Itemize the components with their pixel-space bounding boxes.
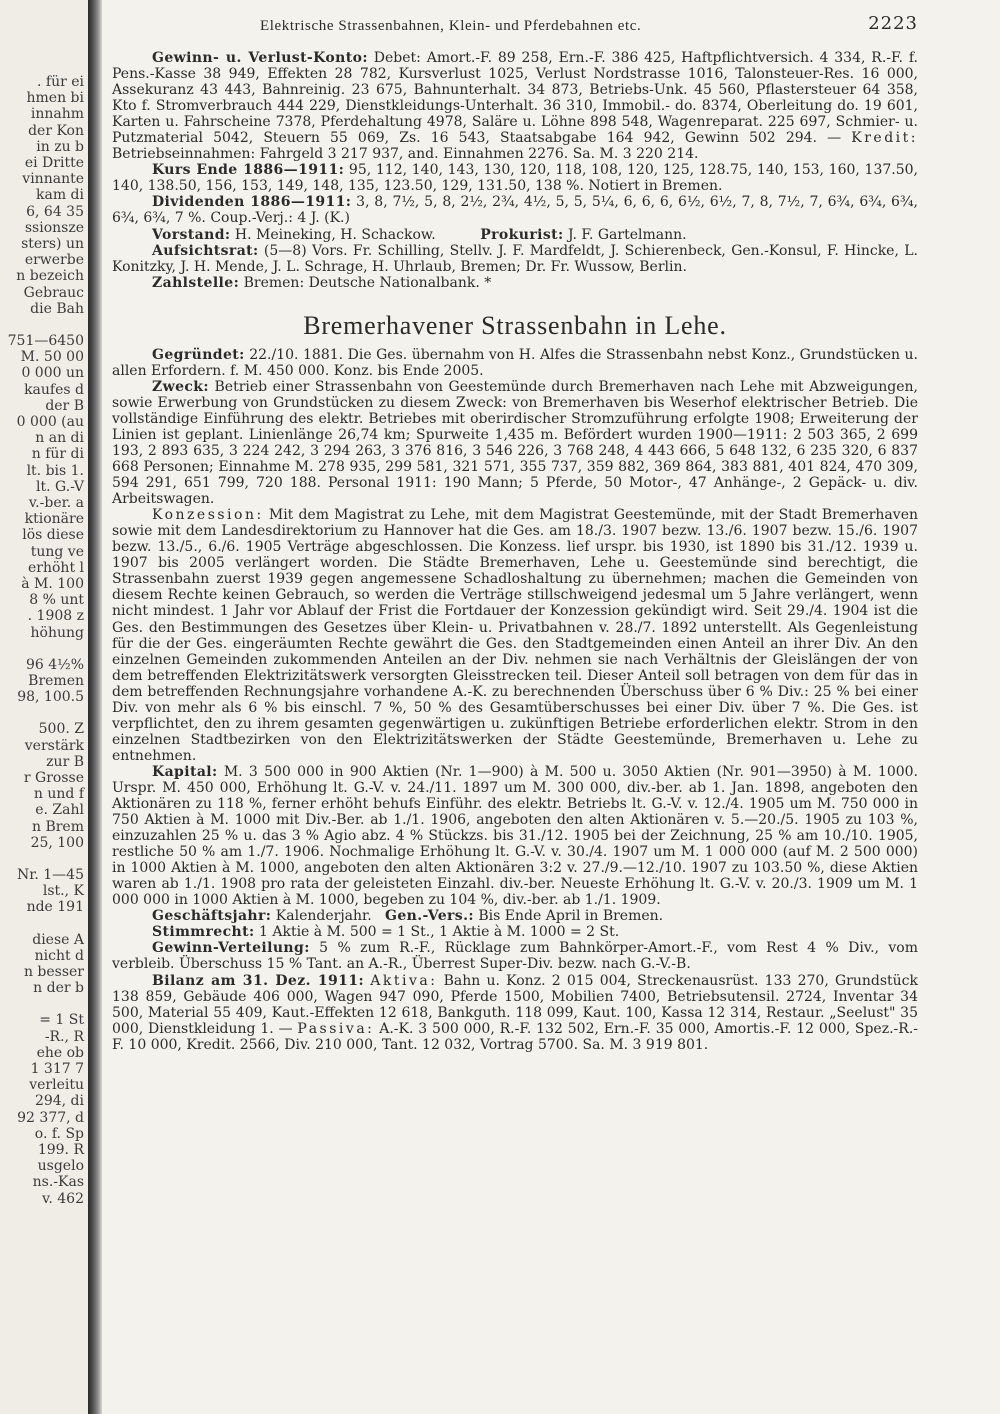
kredit-text: Betriebseinnahmen: Fahrgeld 3 217 937, and. Einnahmen 2276. Sa. M. 3 220 214.: [112, 146, 699, 163]
left-column-fragment: lst., K: [42, 883, 84, 900]
book-gutter: [88, 0, 102, 1414]
left-column-fragment: usgelo: [37, 1158, 84, 1175]
gegruendet-label: Gegründet:: [152, 346, 245, 363]
kapital-label: Kapital:: [152, 763, 218, 780]
zweck-label: Zweck:: [152, 378, 209, 395]
vorstand-label: Vorstand:: [152, 226, 231, 243]
konzession-label: Konzession:: [152, 507, 264, 524]
left-column-fragment: innahm: [30, 106, 84, 123]
dividenden-text: 3, 8, 7½, 5, 8, 2½, 2¾, 4½, 5, 5, 5¼, 6, 6, 6, 6½, 6½, 7, 8, 7½, 7, 6¾, 6¾, 6¾, 6¾, 6¾, 7 %. Coup.-Verj.: 4 J. (K.): [112, 194, 918, 227]
running-head-title: Elektrische Strassenbahnen, Klein- und Pferdebahnen etc.: [260, 18, 642, 34]
aufsichtsrat-paragraph: [112, 243, 918, 275]
kapital-paragraph: [112, 764, 918, 908]
prokurist-text: J. F. Gartelmann.: [563, 226, 687, 243]
left-column-fragment: lös diese: [22, 527, 84, 544]
running-head: [112, 10, 918, 38]
left-column-fragment: 0 000 un: [21, 365, 84, 382]
left-column-fragment: sters) un: [21, 236, 84, 252]
left-column-fragment: erwerbe: [24, 252, 84, 269]
left-column-fragment: diese A: [32, 931, 84, 948]
left-column-fragment: Bremen: [28, 673, 84, 689]
gen-vers-label: Gen.-Vers.:: [385, 908, 474, 925]
left-column-fragment: -R., R: [44, 1028, 84, 1045]
bilanz-paragraph: [112, 973, 918, 1053]
left-column-fragment: o. f. Sp: [34, 1125, 84, 1142]
left-column-fragment: 92 377, d: [17, 1109, 84, 1126]
left-column-fragment: kaufes d: [24, 381, 84, 398]
left-column-fragment: der Kon: [28, 122, 84, 139]
left-column-fragment: 751—6450: [7, 333, 84, 349]
left-column-fragment: erhöht l: [28, 559, 84, 576]
left-column-fragment: in zu b: [36, 138, 84, 155]
left-column-fragment: 98, 100.5: [17, 689, 84, 706]
left-column-fragment: höhung: [30, 624, 84, 641]
left-column-fragment: . 1908 z: [27, 608, 84, 625]
left-column-fragment: hmen bi: [26, 90, 84, 107]
left-column-fragment: Gebrauc: [23, 284, 84, 301]
vorstand-text: H. Meineking, H. Schackow.: [230, 226, 436, 243]
left-column-fragment: 199. R: [37, 1142, 84, 1158]
gewinn-verteilung-paragraph: [112, 940, 918, 972]
kapital-text: M. 3 500 000 in 900 Aktien (Nr. 1—900) à M. 500 u. 3050 Aktien (Nr. 901—3950) à M. 1000. Urspr. M. 450 000, Erhöhung lt. G.-V. v. 24./11. 1897 um M. 300 000, div.-ber. ab 1. Jan. 1898, angeboten den Aktionären zu 118 %, ferner erhöht behufs Einführ. des elektr. Betriebs lt. G.-V. v. 12./4. 1905 um M. 750 000 in 750 Aktien à M. 1000 mit Div.-Ber. ab 1./1. 1906, angeboten den alten Aktionären v. 5.—20./5. 1905 zu 103 %, einzuzahlen 25 % u. das 3 % Agio abz. 4 % Stückzs. bis 31./12. 1905 bei der Zeichnung, 25 % am 10./10. 1905, restliche 50 % am 1./7. 1906. Nochmalige Erhöhung lt. G.-V. v. 30./4. 1907 um M. 1 000 000 (auf M. 2 500 000) in 1000 Aktien à M. 1000, angeboten den alten Aktionären 3:2 v. 27./9.—12./10. 1907 zu 103.50 %, diese Aktien waren ab 1./1. 1908 pro rata der geleisteten Einzahl. div.-ber. Neueste Erhöhung lt. G.-V. v. 20./3. 1909 um M. 1 000 000 in 1000 Aktien à M. 1000, begeben zu 104 %, div.-ber. ab 1./1. 1909.: [112, 763, 918, 909]
left-column-fragment: 0 000 (au: [16, 414, 84, 430]
dividenden-paragraph: [112, 194, 918, 226]
left-column-fragment: kam di: [36, 187, 84, 204]
kurs-label: Kurs Ende 1886—1911:: [152, 162, 345, 179]
adjacent-page-strip: [0, 0, 88, 1414]
bilanz-label: Bilanz am 31. Dez. 1911:: [152, 972, 365, 989]
left-column-fragment: n Brem: [31, 818, 84, 835]
gewinn-verteilung-label: Gewinn-Verteilung:: [152, 940, 310, 957]
konzession-text: Mit dem Magistrat zu Lehe, mit dem Magistrat Geestemünde, mit der Stadt Bremerhaven sowie mit dem Landesdirektorium zu Hannover hat die Ges. am 18./3. 1907 bezw. 13./6. 1907 bezw. 15./6. 1907 bezw. 13./5., 6./6. 1905 Verträge abgeschlossen. Die Konzess. lief urspr. bis 1930, ist 1890 bis 31./12. 1939 u. 1907 bis 2005 verlängert worden. Die Städte Bremerhaven, Lehe u. Geestemünde sind berechtigt, die Strassenbahn zuerst 1939 gegen angemessene Schadloshaltung zu übernehmen; machen die Gemeinden von diesem Rechte keinen Gebrauch, so werden die Verträge stillschweigend jedesmal um 5 Jahre verlängert, wenn nicht mindest. 1 Jahr vor Ablauf der Frist die Fortdauer der Konzession gekündigt wird. Seit 29./4. 1904 ist die Ges. den Bestimmungen des Gesetzes über Klein- u. Privatbahnen v. 28./7. 1892 unterstellt. Als Gegenleistung für die der Ges. eingeräumten Rechte gewährt die Ges. den Stadtgemeinden einen Anteil an ihrer Div. An den einzelnen Gemeinden zukommenden Anteilen an der Div. nehmen sie nach Verhältnis der Gleislängen der von dem betreffenden Elektrizitätswerk versorgten Gleisstrecken teil. Dieser Anteil soll betragen von dem für das in dem betreffenden Rechnungsjahre vorhandene A.-K. zu berechnenden Überschuss über 6 % Div.: 25 % bei einer Div. von mehr als 6 % bis einschl. 7 %, 50 % des Gesamtüberschusses bei einer Div. über 7 %. Die Ges. ist verpflichtet, den zu ihrem gesamten gegenwärtigen u. zukünftigen Betriebe erforderlichen elektr. Strom in den einzelnen Stadtbezirken von den Elektrizitätswerken der Städte Geestemünde, Bremerhaven u. Lehe zu entnehmen.: [112, 507, 918, 764]
left-column-fragment: vinnante: [22, 171, 84, 188]
company-title: Bremerhavener Strassenbahn in Lehe.: [303, 310, 727, 340]
company-section: [112, 347, 918, 1053]
left-column-fragment: ssionsze: [24, 219, 84, 236]
left-column-fragment: n und f: [33, 786, 84, 803]
left-column-fragment: e. Zahl: [35, 802, 84, 819]
left-column-fragment: ei Dritte: [24, 155, 84, 171]
left-column-fragment: lt. G.-V: [36, 478, 84, 495]
gewinn-verteilung-text: 5 % zum R.-F., Rücklage zum Bahnkörper-Amort.-F., vom Rest 4 % Div., vom verbleib. Überschuss 15 % Tant. an A.-R., Überrest Super-Div. bezw. nach G.-V.-B.: [112, 940, 918, 973]
aufsichtsrat-text: (5—8) Vors. Fr. Schilling, Stellv. J. F. Mardfeldt, J. Schierenbeck, Gen.-Konsul, F. Hincke, L. Konitzky, J. H. Mende, J. L. Schrage, H. Uhrlaub, Bremen; Dr. Fr. Wussow, Berlin.: [112, 242, 918, 275]
left-column-fragment: n der b: [33, 980, 84, 997]
gewinn-verlust-label: Gewinn- u. Verlust-Konto:: [152, 50, 368, 66]
left-column-fragment: n bezeich: [16, 268, 84, 285]
gen-vers-text: Bis Ende April in Bremen.: [473, 908, 664, 925]
gegruendet-paragraph: [112, 347, 918, 379]
left-column-fragment: nde 191: [26, 899, 84, 916]
vorstand-paragraph: [112, 227, 918, 243]
gegruendet-text: 22./10. 1881. Die Ges. übernahm von H. Alfes die Strassenbahn nebst Konz., Grundstücken u. allen Erfordern. f. M. 450 000. Konz. bis Ende 2005.: [112, 346, 918, 379]
kurs-text: 95, 112, 140, 143, 130, 120, 118, 108, 120, 125, 128.75, 140, 153, 160, 137.50, 140, 138.50, 156, 153, 149, 148, 135, 123.50, 129, 131.50, 138 %. Notiert in Bremen.: [112, 162, 918, 195]
kurs-paragraph: [112, 162, 918, 194]
left-column-fragment: n für di: [31, 446, 84, 463]
zahlstelle-label: Zahlstelle:: [152, 274, 240, 291]
stimmrecht-paragraph: [112, 924, 918, 940]
gewinn-verlust-paragraph: [112, 50, 918, 162]
zweck-paragraph: [112, 379, 918, 507]
left-column-fragment: M. 50 00: [20, 349, 84, 366]
gewinn-verlust-text: Debet: Amort.-F. 89 258, Ern.-F. 386 425, Haftpflichtversich. 4 334, R.-F. f. Pens.-Kasse 38 949, Effekten 28 782, Kursverlust 1025, Verlust Nordstrasse 1016, Talonsteuer-Res. 16 000, Assekuranz 43 443, Bahnreinig. 23 675, Bahnunterhalt. 34 873, Betriebs-Unk. 45 560, Pflastersteuer 64 358, Kto f. Stromverbrauch 444 229, Dienstkleidungs-Unterhalt. 36 310, Immobil.- do. 8374, Oberleitung do. 19 601, Karten u. Fahrscheine 7378, Pferdehaltung 4978, Saläre u. Löhne 898 548, Wagenreparat. 225 697, Schmier- u. Putzmaterial 5042, Steuern 55 069, Zs. 16 543, Staatsabgabe 164 942, Gewinn 502 294. —: [112, 50, 919, 147]
stimmrecht-label: Stimmrecht:: [152, 924, 255, 941]
left-column-fragment: 500. Z: [38, 721, 84, 738]
zweck-text: Betrieb einer Strassenbahn von Geestemünde durch Bremerhaven nach Lehe mit Abzweigungen, sowie Erwerbung von Grundstücken zu diesem Zweck: von Bremerhaven bis Weserhof elektrischer Betrieb. Die vollständige Einführung des elektr. Betriebes mit oberirdischer Stromzuführung erfolgte 1908; Erweiterung der Linien ist geplant. Linienlänge 26,74 km; Spurweite 1,435 m. Befördert wurden 1900—1911: 2 503 365, 2 699 193, 2 893 635, 3 224 242, 3 294 263, 3 376 816, 3 546 226, 3 768 248, 4 443 666, 5 648 132, 6 235 320, 6 837 668 Personen; Einnahme M. 278 935, 299 581, 321 571, 355 737, 359 882, 369 864, 383 881, 401 824, 470 309, 594 291, 651 799, 720 188. Personal 1911: 190 Mann; 5 Pferde, 50 Motor-, 47 Anhänge-, 2 Gepäck- u. div. Arbeitswagen.: [112, 378, 918, 508]
passiva-text: A.-K. 3 500 000, R.-F. 132 502, Ern.-F. 35 000, Amortis.-F. 12 000, Spez.-R.-F. 10 000, Kredit. 2566, Div. 210 000, Tant. 12 032, Vortrag 5700. Sa. M. 3 919 801.: [112, 1020, 918, 1053]
left-column-fragment: tung ve: [30, 543, 84, 560]
aufsichtsrat-label: Aufsichtsrat:: [152, 242, 259, 259]
left-column-fragment: = 1 St: [39, 1012, 84, 1029]
left-column-fragment: der B: [45, 397, 84, 414]
zahlstelle-paragraph: [112, 275, 918, 291]
aktiva-label: Aktiva:: [370, 972, 438, 989]
geschaeftsjahr-text: Kalenderjahr.: [271, 908, 372, 925]
left-column-fragment: verstärk: [24, 737, 84, 754]
left-column-fragment: n besser: [23, 964, 84, 980]
aktiva-text: Bahn u. Konz. 2 015 004, Streckenausrüst. 133 270, Grundstück 138 859, Gebäude 406 000, Wagen 947 090, Pferde 1500, Mobilien 7400, Betriebsutensil. 2724, Inventar 34 500, Material 55 409, Kaut.-Effekten 12 618, Bankguth. 118 099, Kaut. 100, Kassa 12 314, Restaur. „Seelust" 35 000, Dienstkleidung 1. —: [112, 972, 919, 1037]
prokurist-label: Prokurist:: [480, 226, 564, 243]
left-column-fragment: verleitu: [29, 1077, 84, 1094]
left-column-fragment: Nr. 1—45: [16, 867, 84, 883]
konzession-paragraph: [112, 507, 918, 764]
stimmrecht-text: 1 Aktie à M. 500 = 1 St., 1 Aktie à M. 1000 = 2 St.: [254, 924, 620, 941]
geschaeftsjahr-label: Geschäftsjahr:: [152, 908, 272, 925]
left-column-fragment: 294, di: [34, 1093, 84, 1110]
left-column-fragment: 8 % unt: [29, 592, 84, 609]
page-body: [112, 10, 918, 1404]
left-column-fragment: r Grosse: [23, 770, 84, 786]
passiva-label: Passiva:: [297, 1020, 375, 1037]
left-column-fragment: 1 317 7: [30, 1061, 84, 1077]
left-column-fragment: die Bah: [30, 300, 84, 317]
left-column-fragment: 25, 100: [30, 834, 84, 851]
left-column-fragment: n an di: [35, 430, 84, 447]
left-column-fragment: ns.-Kas: [32, 1174, 84, 1191]
left-column-fragment: v.-ber. a: [28, 495, 84, 511]
dividenden-label: Dividenden 1886—1911:: [152, 194, 352, 211]
left-column-fragment: à M. 100: [21, 576, 84, 592]
zahlstelle-text: Bremen: Deutsche Nationalbank. *: [239, 274, 492, 291]
page-number: 2223: [868, 13, 918, 34]
left-column-fragment: ehe ob: [36, 1044, 84, 1061]
left-column-fragment: lt. bis 1.: [26, 462, 84, 479]
left-column-fragment: zur B: [46, 753, 84, 770]
left-column-fragment: ktionäre: [24, 511, 84, 528]
previous-company-section: [112, 50, 918, 291]
left-column-fragment: 96 4½%: [25, 656, 84, 673]
left-column-fragment: nicht d: [34, 947, 84, 964]
left-column-fragment: v. 462: [42, 1190, 84, 1207]
left-column-fragment: . für ei: [36, 74, 84, 90]
kredit-label: Kredit:: [851, 130, 918, 147]
geschaeftsjahr-paragraph: [112, 908, 918, 924]
left-column-fragment: 6, 64 35: [26, 203, 84, 220]
